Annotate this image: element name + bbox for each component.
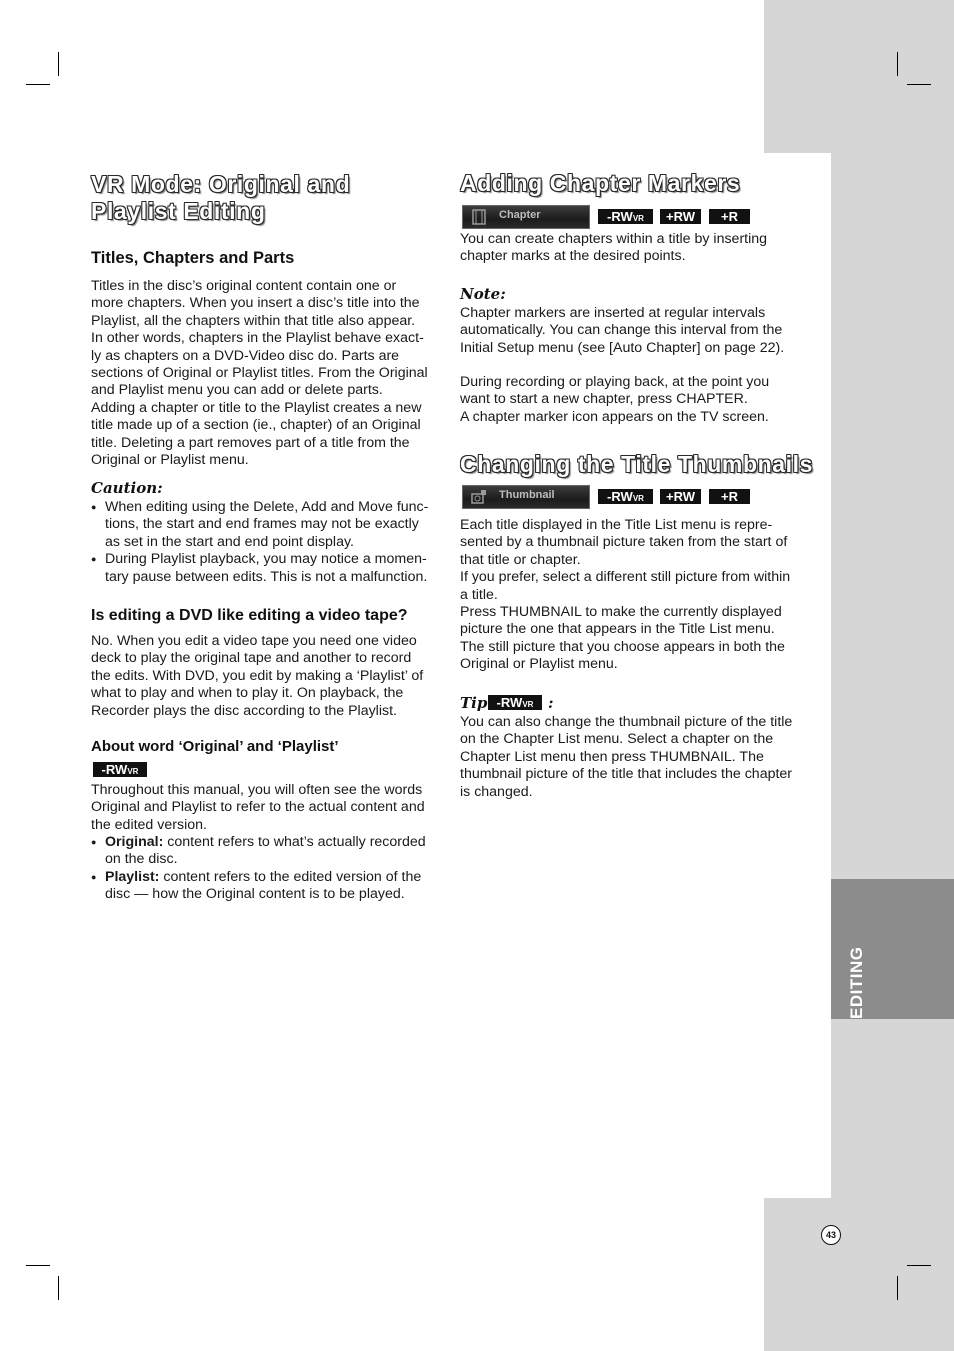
side-band-bottom <box>764 1198 954 1351</box>
camera-icon <box>471 489 487 505</box>
dvd-vs-tape-paragraph: No. When you edit a video tape you need one video deck to play the original tape and another to record the edits. With DVD, you edit by making a ‘Playlist’ of what to play and when to play it. On playback, the Recorder plays the disc according to the Playlist. <box>91 633 424 719</box>
caution-list <box>91 499 441 586</box>
definition-item: ● Playlist: content refers to the edited version of the disc — how the Original content is to be played. <box>91 869 441 904</box>
chapter-menu-label: Chapter <box>499 209 541 221</box>
plus-rw-badge: +RW <box>660 489 701 504</box>
thumbnail-menu-bar <box>462 485 590 509</box>
film-icon <box>471 209 487 225</box>
caution-item: ● During Playlist playback, you may notice a momen- tary pause between edits. This is not a malfunction. <box>91 551 441 586</box>
note-paragraph: Chapter markers are inserted at regular intervals automatically. You can change this interval from the Initial Setup menu (see [Auto Chapter] on page 22). <box>460 305 785 356</box>
side-band-middle <box>831 153 954 1198</box>
rwvr-badge: -RWVR <box>598 209 653 224</box>
crop-mark <box>58 1276 59 1300</box>
tip-colon: : <box>548 694 554 712</box>
tip-label: Tip <box>460 694 488 712</box>
thumbnail-menu-label: Thumbnail <box>499 489 555 501</box>
plus-r-badge: +R <box>709 209 750 224</box>
section-tab-label: EDITING <box>847 946 866 1019</box>
crop-mark <box>907 84 931 85</box>
heading-dvd-vs-tape: Is editing a DVD like editing a video tape? <box>91 607 408 624</box>
crop-mark <box>907 1265 931 1266</box>
page-number: 43 <box>821 1225 841 1245</box>
crop-mark <box>897 1276 898 1300</box>
chapter-menu-bar <box>462 205 590 229</box>
side-band-top <box>764 0 954 153</box>
rwvr-badge: -RWVR <box>93 762 147 777</box>
title-adding-chapter-markers: Adding Chapter Markers <box>460 170 741 196</box>
original-playlist-paragraph: Throughout this manual, you will often see the words Original and Playlist to refer to the actual content and the edited version. <box>91 782 425 833</box>
plus-rw-badge: +RW <box>660 209 701 224</box>
left-title-line2: Playlist Editing <box>91 198 266 224</box>
crop-mark <box>26 84 50 85</box>
caution-item: ● When editing using the Delete, Add and Move func- tions, the start and end frames may not be exactly as set in the start and end point display. <box>91 499 441 551</box>
note-label: Note: <box>460 285 506 303</box>
caution-label: Caution: <box>91 479 163 497</box>
left-title-line1: VR Mode: Original and <box>91 171 351 197</box>
title-changing-thumbnails: Changing the Title Thumbnails <box>460 451 814 477</box>
rwvr-badge: -RWVR <box>598 489 653 504</box>
crop-mark <box>26 1265 50 1266</box>
definition-item: ● Original: content refers to what’s actually recorded on the disc. <box>91 834 441 869</box>
titles-chapters-paragraph: Titles in the disc’s original content contain one or more chapters. When you insert a disc’s title into the Playlist, all the chapters within that title also appear. In other words, chapters in the Playlist behave exact- ly as chapters on a DVD-Video disc do. Parts are sections of Original or Playlist titles. From the Original and Playlist menu you can add or delete parts. Adding a chapter or title to the Playlist creates a new title made up of a section (ie., chapter) of an Original title. Deleting a part removes part of a title from the Original or Playlist menu. <box>91 278 428 469</box>
heading-titles-chapters-parts: Titles, Chapters and Parts <box>91 249 295 267</box>
crop-mark <box>58 52 59 76</box>
heading-original-playlist: About word ‘Original’ and ‘Playlist’ <box>91 738 339 755</box>
tip-paragraph: You can also change the thumbnail picture of the title on the Chapter List menu. Select a chapter on the Chapter List menu then press THUMBNAIL. The thumbnail picture of the title that includes the chapter is changed. <box>460 714 793 800</box>
crop-mark <box>897 52 898 76</box>
original-playlist-list <box>91 834 441 904</box>
adding-chapter-paragraph: You can create chapters within a title by inserting chapter marks at the desired points. <box>460 231 768 265</box>
rwvr-badge: -RWVR <box>488 695 542 710</box>
thumbnails-paragraph: Each title displayed in the Title List menu is repre- sented by a thumbnail picture taken from the start of that title or chapter. If you prefer, select a different still picture from within a title. Press THUMBNAIL to make the currently displayed picture the one that appears in the Title List menu. The still picture that you choose appears in both the Original or Playlist menu. <box>460 517 791 673</box>
plus-r-badge: +R <box>709 489 750 504</box>
adding-chapter-paragraph-2: During recording or playing back, at the point you want to start a new chapter, press CHAPTER. A chapter marker icon appears on the TV screen. <box>460 374 770 425</box>
